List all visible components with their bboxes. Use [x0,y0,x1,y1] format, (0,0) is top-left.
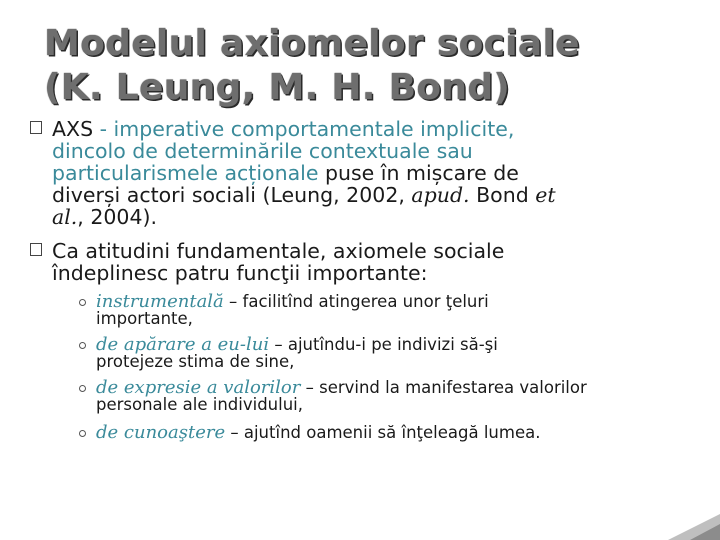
subbullet-cunoastere: de cunoaştere – ajutînd oamenii să înţeleagă lumea. [96,425,716,442]
bullet-line: particularismele acționale puse în mișcare de [52,161,519,185]
slide-title [44,22,664,110]
bullet-axs [52,118,720,228]
bullet-line: AXS - imperative comportamentale implicite, [52,117,515,141]
bullet-line: Ca atitudini fundamentale, axiomele sociale [52,239,505,263]
circle-bullet-icon [79,299,86,306]
subbullet-instrumentala: instrumentală – facilitînd atingerea unor ţeluri importante, [96,294,716,327]
title-line-2: (K. Leung, M. H. Bond) [44,67,511,108]
subbullet-aparare: de apărare a eu-lui – ajutîndu-i pe indivizi să-şi protejeze stima de sine, [96,337,716,370]
circle-bullet-icon [79,342,86,349]
square-bullet-icon [30,121,42,134]
circle-bullet-icon [79,430,86,437]
bullet-line: diverși actori sociali (Leung, 2002, apud. Bond et [52,183,556,207]
bullet-functions [52,240,720,284]
corner-decoration [660,510,720,540]
circle-bullet-icon [79,385,86,392]
square-bullet-icon [30,243,42,256]
bullet-line: îndeplinesc patru funcţii importante: [52,261,428,285]
bullet-line: al., 2004). [52,205,158,229]
subbullet-expresie: de expresie a valorilor – servind la manifestarea valorilor personale ale individului, [96,380,716,413]
bullet-line: dincolo de determinările contextuale sau [52,139,473,163]
title-line-1: Modelul axiomelor sociale [44,23,580,64]
